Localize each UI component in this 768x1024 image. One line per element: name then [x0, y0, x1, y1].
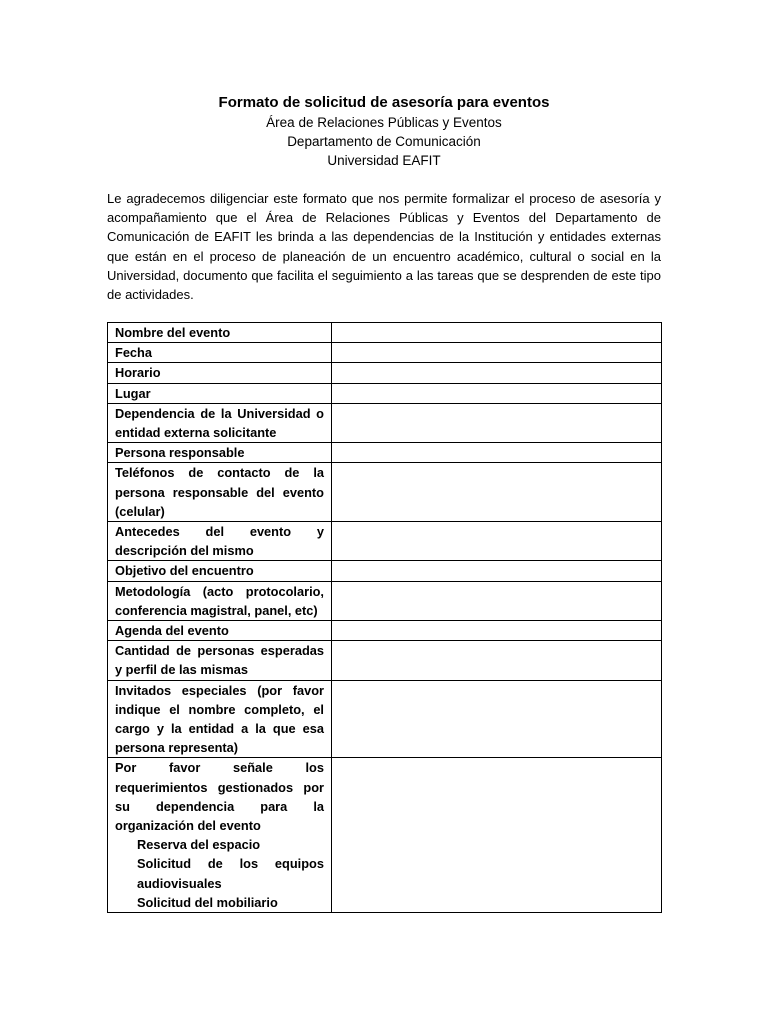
answer-cell[interactable]	[332, 621, 662, 641]
answer-cell[interactable]	[332, 680, 662, 758]
word: y	[316, 524, 324, 540]
option-item[interactable]	[115, 893, 324, 912]
intro-paragraph: Le agradecemos diligenciar este formato que nos permite formalizar el proceso de asesoría y acompañamiento que el Área de Relaciones Públicas y Eventos del Departamento de Comunicación de EAFIT les brinda a las dependencias de la Institución y entidades externas que están en el proceso de planeación de un encuentro académico, cultural o social en la Universidad, documento que facilita el seguimiento a las tareas que se desprenden de este tipo de actividades.	[107, 191, 661, 303]
answer-cell[interactable]	[332, 561, 662, 581]
option-item[interactable]	[115, 835, 324, 854]
answer-cell[interactable]	[332, 758, 662, 913]
row-label: Metodología (acto protocolario, conferencia magistral, panel, etc)	[108, 581, 332, 620]
document-title: Formato de solicitud de asesoría para eventos	[218, 94, 550, 111]
table-row	[108, 363, 662, 383]
option-item[interactable]	[115, 854, 324, 892]
table-row	[108, 343, 662, 363]
row-label: Invitados especiales (por favor indique el nombre completo, el cargo y la entidad a la que esa persona representa)	[108, 680, 332, 758]
option-label: Solicitud de los equipos audiovisuales	[137, 856, 324, 891]
row-label: Lugar	[108, 383, 332, 403]
row-label: Agenda del evento	[108, 621, 332, 641]
request-form-table	[107, 322, 662, 913]
requirements-label: Por favor señale los requerimientos gestionados por su dependencia para la organización del evento	[115, 760, 324, 834]
row-label: Dependencia de la Universidad o entidad externa solicitante	[108, 403, 332, 442]
answer-cell[interactable]	[332, 323, 662, 343]
answer-cell[interactable]	[332, 403, 662, 442]
justified-line	[115, 522, 324, 541]
subtitle-university: Universidad EAFIT	[327, 153, 441, 168]
row-label	[108, 758, 332, 913]
table-row	[108, 561, 662, 581]
table-row	[108, 680, 662, 758]
table-row	[108, 383, 662, 403]
answer-cell[interactable]	[332, 443, 662, 463]
row-label: Teléfonos de contacto de la persona responsable del evento (celular)	[108, 463, 332, 522]
answer-cell[interactable]	[332, 463, 662, 522]
option-label: Solicitud del mobiliario	[137, 894, 278, 910]
table-row	[108, 403, 662, 442]
answer-cell[interactable]	[332, 343, 662, 363]
subtitle-area: Área de Relaciones Públicas y Eventos	[266, 115, 502, 130]
answer-cell[interactable]	[332, 522, 662, 561]
table-row	[108, 758, 662, 913]
table-row	[108, 581, 662, 620]
row-label: Cantidad de personas esperadas y perfil de las mismas	[108, 641, 332, 680]
label-continuation: descripción del mismo	[115, 543, 254, 559]
word: del	[205, 524, 225, 540]
word: Antecedes	[115, 524, 180, 540]
answer-cell[interactable]	[332, 383, 662, 403]
table-row	[108, 443, 662, 463]
table-row	[108, 641, 662, 680]
row-label: Persona responsable	[108, 443, 332, 463]
row-label: Fecha	[108, 343, 332, 363]
row-label: Objetivo del encuentro	[108, 561, 332, 581]
subtitle-department: Departamento de Comunicación	[287, 134, 481, 149]
answer-cell[interactable]	[332, 641, 662, 680]
word: evento	[249, 524, 292, 540]
table-row	[108, 323, 662, 343]
row-label	[108, 522, 332, 561]
row-label: Nombre del evento	[108, 323, 332, 343]
answer-cell[interactable]	[332, 581, 662, 620]
answer-cell[interactable]	[332, 363, 662, 383]
row-label: Horario	[108, 363, 332, 383]
table-row	[108, 621, 662, 641]
table-row	[108, 522, 662, 561]
table-row	[108, 463, 662, 522]
option-label: Reserva del espacio	[137, 837, 261, 853]
